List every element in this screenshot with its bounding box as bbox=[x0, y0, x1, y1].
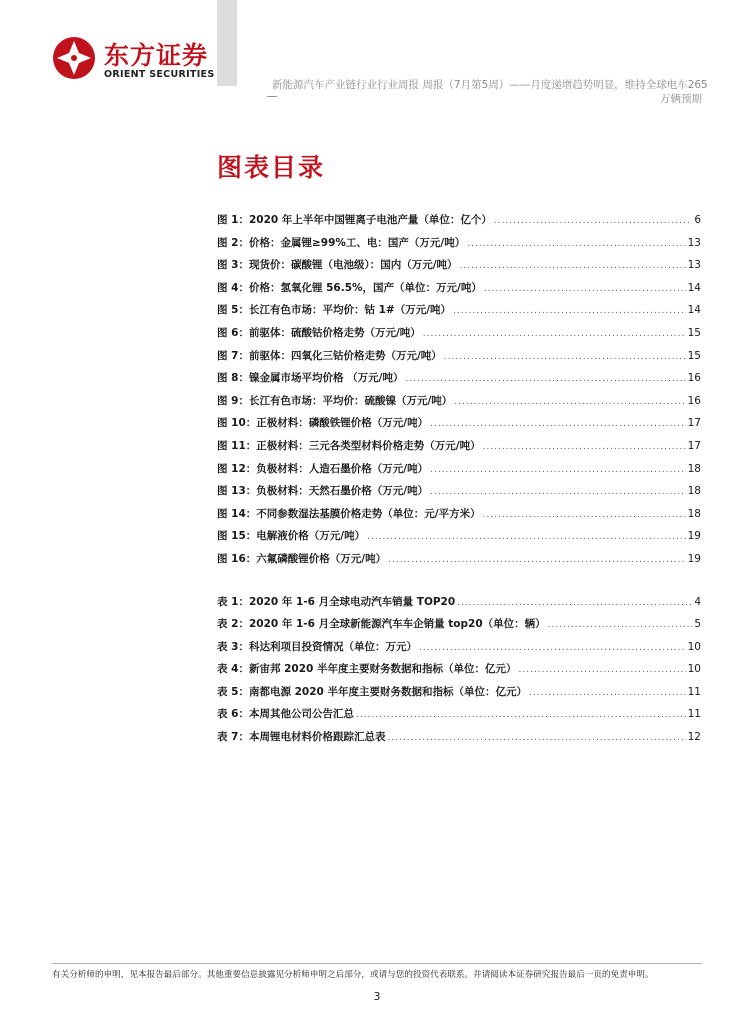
toc-figure-entry[interactable]: 图 15：电解液价格（万元/吨） ..... 19 bbox=[217, 528, 701, 551]
logo-chinese-name: 东方证券 bbox=[104, 41, 209, 70]
header-accent-bar bbox=[217, 0, 237, 86]
brand-logo bbox=[52, 36, 215, 88]
logo-english-name: ORIENT SECURITIES bbox=[104, 69, 215, 80]
toc-figure-entry[interactable]: 图 2：价格：金属锂≥99%工、电：国产（万元/吨） ..... 13 bbox=[217, 235, 701, 258]
toc-table-entry[interactable]: 表 4：新宙邦 2020 半年度主要财务数据和指标（单位：亿元） ..... 10 bbox=[217, 661, 701, 684]
toc-figure-entry[interactable]: 图 8：镍金属市场平均价格 （万元/吨） ..... 16 bbox=[217, 370, 701, 393]
toc-table-entry[interactable]: 表 6：本周其他公司公告汇总 ..... 11 bbox=[217, 706, 701, 729]
report-header bbox=[272, 78, 708, 106]
toc-figure-entry[interactable]: 图 16：六氟磷酸锂价格（万元/吨） ..... 19 bbox=[217, 551, 701, 574]
toc-figure-entry[interactable]: 图 11：正极材料：三元各类型材料价格走势（万元/吨） ..... 17 bbox=[217, 438, 701, 461]
toc-figure-entry[interactable]: 图 10：正极材料：磷酸铁锂价格（万元/吨） ..... 17 bbox=[217, 415, 701, 438]
toc-figure-entry[interactable]: 图 3：现货价：碳酸锂（电池级）：国内（万元/吨） ..... 13 bbox=[217, 257, 701, 280]
report-header-line1: 新能源汽车产业链行业行业周报 周报（7月第5周）——月度递增趋势明显，维持全球电车265 bbox=[272, 79, 708, 91]
toc-table-entry[interactable]: 表 7：本周锂电材料价格跟踪汇总表 ..... 12 bbox=[217, 729, 701, 752]
table-of-contents bbox=[217, 212, 701, 752]
page-number: 3 bbox=[373, 990, 381, 1003]
toc-figure-entry[interactable]: 图 1：2020 年上半年中国锂离子电池产量（单位：亿个） ..... 6 bbox=[217, 212, 701, 235]
toc-table-entry[interactable]: 表 3：科达利项目投资情况（单位：万元） ..... 10 bbox=[217, 639, 701, 662]
toc-table-entry[interactable]: 表 5：南都电源 2020 半年度主要财务数据和指标（单位：亿元） ..... 11 bbox=[217, 684, 701, 707]
toc-figure-entry[interactable]: 图 13：负极材料：天然石墨价格（万元/吨） ..... 18 bbox=[217, 483, 701, 506]
toc-figure-entry[interactable]: 图 7：前驱体：四氧化三钴价格走势（万元/吨） ..... 15 bbox=[217, 348, 701, 371]
toc-title: 图表目录 bbox=[217, 153, 326, 182]
toc-figure-entry[interactable]: 图 6：前驱体：硫酸钴价格走势（万元/吨） ..... 15 bbox=[217, 325, 701, 348]
toc-figure-entry[interactable]: 图 12：负极材料：人造石墨价格（万元/吨） ..... 18 bbox=[217, 461, 701, 484]
toc-table-entry[interactable]: 表 2：2020 年 1-6 月全球新能源汽车车企销量 top20（单位：辆） ..... 5 bbox=[217, 616, 701, 639]
toc-figure-entry[interactable]: 图 9：长江有色市场：平均价：硫酸镍（万元/吨） ..... 16 bbox=[217, 393, 701, 416]
orient-logo-icon bbox=[52, 36, 96, 80]
footer-disclaimer: 有关分析师的申明，见本报告最后部分。其他重要信息披露见分析师申明之后部分，或请与您的投资代表联系。并请阅读本证券研究报告最后一页的免责申明。 bbox=[52, 970, 654, 980]
toc-figure-entry[interactable]: 图 14：不同参数湿法基膜价格走势（单位：元/平方米） ..... 18 bbox=[217, 506, 701, 529]
footer-divider bbox=[52, 963, 702, 964]
header-divider bbox=[267, 96, 277, 97]
toc-figure-entry[interactable]: 图 5：长江有色市场：平均价：钴 1#（万元/吨） ..... 14 bbox=[217, 302, 701, 325]
report-header-line2: 万辆预期 bbox=[660, 93, 702, 105]
toc-table-entry[interactable]: 表 1：2020 年 1-6 月全球电动汽车销量 TOP20 ..... 4 bbox=[217, 594, 701, 617]
toc-section-gap bbox=[217, 574, 701, 594]
toc-figure-entry[interactable]: 图 4：价格：氢氧化锂 56.5%，国产（单位：万元/吨） ..... 14 bbox=[217, 280, 701, 303]
